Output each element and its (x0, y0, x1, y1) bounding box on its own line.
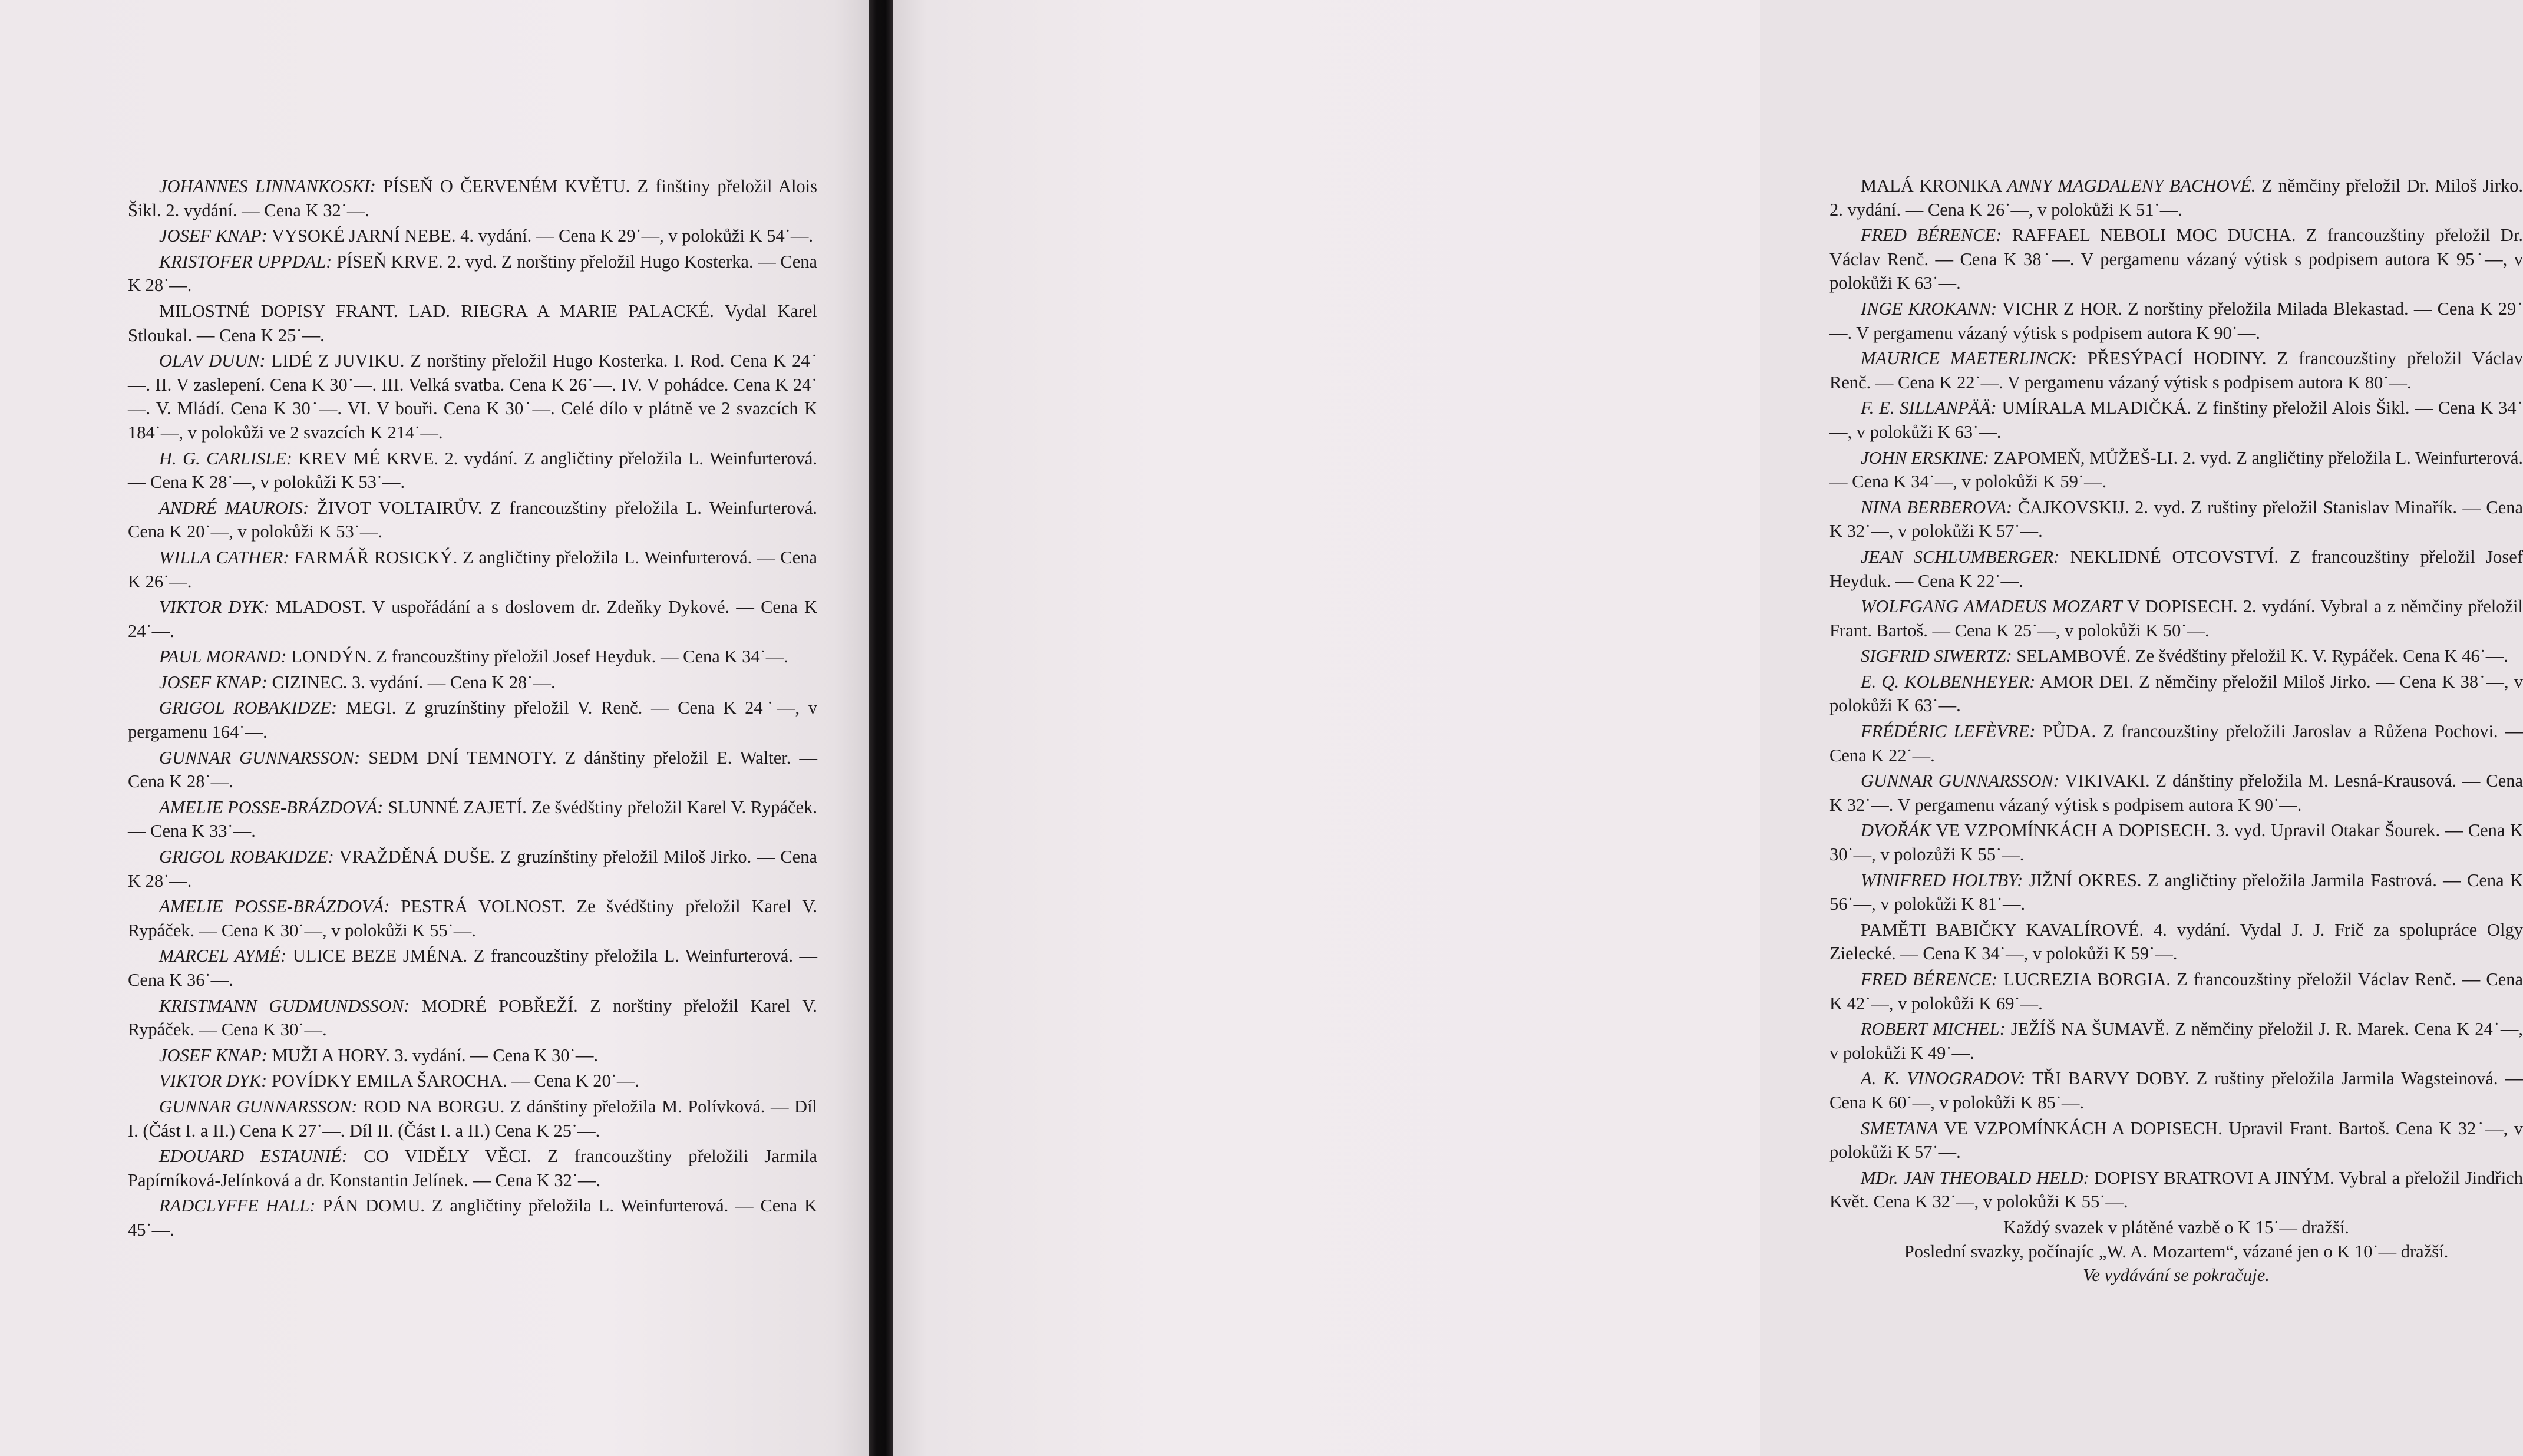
book-gutter (869, 0, 893, 1456)
catalog-entry (1829, 1117, 2523, 1164)
entry-text: MILOSTNÉ DOPISY FRANT. LAD. RIEGRA A MARIE PALACKÉ. Vydal Karel Stloukal. — Cena K 25˙—. (128, 301, 817, 345)
catalog-entry (128, 1194, 817, 1242)
entry-text: UMÍRALA MLADIČKÁ. Z finštiny přeložil Alois Šikl. — Cena K 34˙—, v polokůži K 63˙—. (1829, 398, 2523, 442)
catalog-entry (128, 496, 817, 544)
catalog-entry (1829, 869, 2523, 916)
catalog-entry (128, 546, 817, 593)
entry-author: JOHN ERSKINE: (1861, 447, 1989, 468)
entry-author: VIKTOR DYK: (159, 1071, 268, 1091)
catalog-entry (1829, 1166, 2523, 1214)
entry-text: LIDÉ Z JUVIKU. Z norštiny přeložil Hugo Kosterka. I. Rod. Cena K 24˙—. II. V zaslepení. Cena K 30˙—. III. Velká svatba. Cena K 26˙—. IV. V pohádce. Cena K 24˙—. V. Mládí. Cena K 30˙—. VI. V bouři. Cena K 30˙—. Celé dílo v plátně ve 2 svazcích K 184˙—, v polokůži ve 2 svazcích K 214˙—. (128, 351, 817, 443)
entry-text: POVÍDKY EMILA ŠAROCHA. — Cena K 20˙—. (271, 1071, 640, 1091)
footer-note-continued: Ve vydávání se pokračuje. (2083, 1265, 2270, 1286)
entry-text: MODRÉ POBŘEŽÍ. Z norštiny přeložil Karel V. Rypáček. — Cena K 30˙—. (128, 995, 817, 1040)
entry-author: E. Q. KOLBENHEYER: (1861, 671, 2036, 692)
entry-author: GRIGOL ROBAKIDZE: (159, 698, 338, 718)
entry-text: PÍSEŇ KRVE. 2. vyd. Z norštiny přeložil Hugo Kosterka. — Cena K 28˙—. (128, 251, 818, 296)
catalog-entry (1829, 595, 2523, 642)
entry-author: FRÉDÉRIC LEFÈVRE: (1861, 721, 2036, 742)
catalog-entry (128, 795, 817, 843)
catalog-entry (128, 1144, 817, 1192)
entry-author: KRISTMANN GUDMUNDSSON: (159, 995, 410, 1016)
entry-text: VIKIVAKI. Z dánštiny přeložila M. Lesná-Krausová. — Cena K 32˙—. V pergamenu vázaný výtisk s podpisem autora K 90˙—. (1829, 771, 2523, 815)
catalog-entry (1829, 1067, 2523, 1114)
catalog-entry (1829, 719, 2523, 767)
entry-author: SIGFRID SIWERTZ: (1861, 646, 2012, 666)
entry-text: VE VZPOMÍNKÁCH A DOPISECH. Upravil Frant. Bartoš. Cena K 32˙—, v polokůži K 57˙—. (1829, 1118, 2523, 1163)
catalog-entry (128, 696, 817, 744)
catalog-entry (1829, 396, 2523, 444)
catalog-entry (1829, 818, 2523, 866)
entry-text: CO VIDĚLY VĚCI. Z francouzštiny přeložili Jarmila Papírníková-Jelínková a dr. Konstantin Jelínek. — Cena K 32˙—. (128, 1146, 817, 1190)
left-page (0, 0, 869, 1456)
footer-note-recent: Poslední svazky, počínajíc „W. A. Mozartem“, vázané jen o K 10˙— dražší. (1904, 1241, 2449, 1262)
entry-text: CIZINEC. 3. vydání. — Cena K 28˙—. (272, 672, 556, 692)
entry-author: GUNNAR GUNNARSSON: (159, 1096, 358, 1117)
entry-text: MUŽI A HORY. 3. vydání. — Cena K 30˙—. (272, 1045, 598, 1065)
entry-author: JEAN SCHLUMBERGER: (1861, 546, 2060, 567)
catalog-entry (128, 671, 817, 695)
entry-author: AMELIE POSSE-BRÁZDOVÁ: (159, 797, 384, 817)
entry-text: AMOR DEI. Z němčiny přeložil Miloš Jirko. — Cena K 38˙—, v polokůži K 63˙—. (1829, 671, 2523, 716)
entry-text: SEDM DNÍ TEMNOTY. Z dánštiny přeložil E. Walter. — Cena K 28˙—. (128, 747, 817, 792)
entry-author: JOSEF KNAP: (159, 1045, 268, 1065)
entry-author: RADCLYFFE HALL: (159, 1196, 316, 1216)
entry-author: ANNY MAGDALENY BACHOVÉ. (2007, 176, 2256, 196)
entry-text: VE VZPOMÍNKÁCH A DOPISECH. 3. vyd. Upravil Otakar Šourek. — Cena K 30˙—, v polozůži K 55˙—. (1829, 820, 2523, 865)
entry-text: DOPISY BRATROVI A JINÝM. Vybral a přeložil Jindřich Květ. Cena K 32˙—, v polokůži K 55˙—. (1829, 1167, 2523, 1212)
entry-author: JOSEF KNAP: (159, 672, 268, 692)
catalog-entry (128, 1069, 817, 1093)
entry-author: DVOŘÁK (1861, 820, 1931, 841)
right-page (893, 0, 2523, 1456)
catalog-entry (128, 894, 817, 942)
catalog-entry (128, 299, 817, 347)
catalog-entry (128, 944, 817, 992)
entry-author: EDOUARD ESTAUNIÉ: (159, 1146, 348, 1167)
entry-author: WOLFGANG AMADEUS MOZART (1861, 596, 2122, 617)
entry-author: AMELIE POSSE-BRÁZDOVÁ: (159, 896, 390, 917)
entry-text: PŘESÝPACÍ HODINY. Z francouzštiny přeložil Václav Renč. — Cena K 22˙—. V pergamenu vázaný výtisk s podpisem autora K 80˙—. (1829, 348, 2523, 392)
entry-author: SMETANA (1861, 1118, 1939, 1138)
entry-author: GRIGOL ROBAKIDZE: (159, 847, 334, 867)
entry-text: VRAŽDĚNÁ DUŠE. Z gruzínštiny přeložil Miloš Jirko. — Cena K 28˙—. (128, 847, 817, 891)
right-catalog-column (1829, 174, 2523, 1287)
footer-note-binding: Každý svazek v plátěné vazbě o K 15˙— dražší. (2003, 1217, 2349, 1237)
entry-author: MDr. JAN THEOBALD HELD: (1861, 1167, 2089, 1188)
catalog-entry (1829, 446, 2523, 494)
entry-text: ŽIVOT VOLTAIRŮV. Z francouzštiny přeložila L. Weinfurterová. Cena K 20˙—, v polokůži K 53˙—. (128, 497, 818, 542)
catalog-entry (1829, 297, 2523, 345)
entry-author: MAURICE MAETERLINCK: (1861, 348, 2077, 369)
entry-author: GUNNAR GUNNARSSON: (1861, 771, 2059, 791)
catalog-entry (1829, 223, 2523, 295)
entry-text: SELAMBOVÉ. Ze švédštiny přeložil K. V. Rypáček. Cena K 46˙—. (2016, 646, 2508, 666)
entry-author: MARCEL AYMÉ: (159, 946, 287, 966)
entry-author: INGE KROKANN: (1861, 298, 1997, 319)
entry-author: OLAV DUUN: (159, 351, 266, 371)
catalog-entry (1829, 670, 2523, 718)
entry-author: ANDRÉ MAUROIS: (159, 497, 309, 518)
entry-text: LONDÝN. Z francouzštiny přeložil Josef Heyduk. — Cena K 34˙—. (291, 646, 788, 667)
catalog-entry (1829, 346, 2523, 394)
entry-text: NEKLIDNÉ OTCOVSTVÍ. Z francouzštiny přeložil Josef Heyduk. — Cena K 22˙—. (1829, 546, 2523, 591)
entry-text: JEŽÍŠ NA ŠUMAVĚ. Z němčiny přeložil J. R. Marek. Cena K 24˙—, v polokůži K 49˙—. (1829, 1019, 2523, 1063)
entry-text: SLUNNÉ ZAJETÍ. Ze švédštiny přeložil Karel V. Rypáček. — Cena K 33˙—. (128, 797, 817, 841)
entry-text: FARMÁŘ ROSICKÝ. Z angličtiny přeložila L. Weinfurterová. — Cena K 26˙—. (128, 547, 818, 592)
entry-author: GUNNAR GUNNARSSON: (159, 747, 361, 768)
catalog-entry (128, 746, 817, 794)
entry-author: ROBERT MICHEL: (1861, 1019, 2006, 1039)
entry-text: PÍSEŇ O ČERVENÉM KVĚTU. Z finštiny přeložil Alois Šikl. 2. vydání. — Cena K 32˙—. (128, 176, 818, 220)
catalog-entry (1829, 644, 2523, 668)
entry-author: F. E. SILLANPÄÄ: (1861, 398, 1997, 418)
entry-text: TŘI BARVY DOBY. Z ruštiny přeložila Jarmila Wagsteinová. — Cena K 60˙—, v polokůži K 85˙—. (1829, 1068, 2523, 1112)
catalog-entry (128, 845, 817, 893)
entry-author: WILLA CATHER: (159, 547, 289, 567)
entry-author: VIKTOR DYK: (159, 597, 269, 618)
entry-text: Z němčiny přeložil Dr. Miloš Jirko. 2. vydání. — Cena K 26˙—, v polokůži K 51˙—. (1829, 176, 2523, 220)
catalog-entry (128, 994, 817, 1042)
entry-text: PÁN DOMU. Z angličtiny přeložila L. Weinfurterová. — Cena K 45˙—. (128, 1196, 818, 1240)
catalog-entry (1829, 496, 2523, 543)
entry-text: JIŽNÍ OKRES. Z angličtiny přeložila Jarmila Fastrová. — Cena K 56˙—, v polokůži K 81˙—. (1829, 870, 2523, 914)
entry-author: H. G. CARLISLE: (159, 448, 293, 468)
entry-author: FRED BÉRENCE: (1861, 969, 1998, 989)
entry-text: RAFFAEL NEBOLI MOC DUCHA. Z francouzštiny přeložil Dr. Václav Renč. — Cena K 38˙—. V pergamenu vázaný výtisk s podpisem autora K 95˙—, v polokůži K 63˙—. (1829, 225, 2523, 293)
catalog-entry (128, 174, 817, 222)
entry-author: KRISTOFER UPPDAL: (159, 251, 332, 272)
catalog-entry (128, 1044, 817, 1068)
entry-author: FRED BÉRENCE: (1861, 225, 2002, 246)
entry-author: NINA BERBEROVA: (1861, 497, 2013, 517)
catalog-entry (128, 447, 817, 494)
entry-text: PAMĚTI BABIČKY KAVALÍROVÉ. 4. vydání. Vydal J. J. Frič za spolupráce Olgy Zielecké. — Cena K 34˙—, v polokůži K 59˙—. (1829, 919, 2523, 964)
entry-author: JOHANNES LINNANKOSKI: (159, 176, 376, 196)
catalog-entry (1829, 1017, 2523, 1065)
catalog-entry (1829, 968, 2523, 1015)
entry-author: PAUL MORAND: (159, 646, 287, 667)
catalog-entry (128, 250, 817, 298)
catalog-entry (128, 224, 817, 248)
catalog-entry (128, 645, 817, 669)
entry-text: MLADOST. V uspořádání a s doslovem dr. Zdeňky Dykové. — Cena K 24˙—. (128, 597, 817, 641)
entry-text: ČAJKOVSKIJ. 2. vyd. Z ruštiny přeložil Stanislav Minařík. — Cena K 32˙—, v polokůži K 57˙—. (1829, 497, 2523, 542)
catalog-entry (128, 595, 817, 643)
entry-text: KREV MÉ KRVE. 2. vydání. Z angličtiny přeložila L. Weinfurterová. — Cena K 28˙—, v polokůži K 53˙—. (128, 448, 817, 493)
entry-text: ROD NA BORGU. Z dánštiny přeložila M. Polívková. — Díl I. (Část I. a II.) Cena K 27˙—. Díl II. (Část I. a II.) Cena K 25˙—. (128, 1096, 818, 1141)
entry-author: WINIFRED HOLTBY: (1861, 870, 2023, 890)
entry-author: A. K. VINOGRADOV: (1861, 1068, 2026, 1089)
entry-text: ULICE BEZE JMÉNA. Z francouzštiny přeložila L. Weinfurterová. — Cena K 36˙—. (128, 946, 818, 990)
catalog-entry (128, 349, 817, 444)
left-catalog-column (128, 174, 817, 1244)
entry-prefix: MALÁ KRONIKA (1861, 176, 2007, 196)
entry-text: MEGI. Z gruzínštiny přeložil V. Renč. — Cena K 24˙—, v pergamenu 164˙—. (128, 698, 818, 742)
entry-text: PŮDA. Z francouzštiny přeložili Jaroslav a Růžena Pochovi. — Cena K 22˙—. (1829, 721, 2523, 765)
entry-text: VYSOKÉ JARNÍ NEBE. 4. vydání. — Cena K 29˙—, v polokůži K 54˙—. (271, 226, 814, 246)
entry-text: ZAPOMEŇ, MŮŽEŠ-LI. 2. vyd. Z angličtiny přeložila L. Weinfurterová. — Cena K 34˙—, v polokůži K 59˙—. (1829, 447, 2523, 492)
entry-author: JOSEF KNAP: (159, 226, 268, 246)
entry-text: LUCREZIA BORGIA. Z francouzštiny přeložil Václav Renč. — Cena K 42˙—, v polokůži K 69˙—. (1829, 969, 2523, 1013)
catalog-entry (1829, 174, 2523, 222)
entry-text: PESTRÁ VOLNOST. Ze švédštiny přeložil Karel V. Rypáček. — Cena K 30˙—, v polokůži K 55˙—. (128, 896, 818, 940)
catalog-entry (1829, 918, 2523, 966)
entry-text: V DOPISECH. 2. vydání. Vybral a z němčiny přeložil Frant. Bartoš. — Cena K 25˙—, v polokůži K 50˙—. (1829, 596, 2523, 640)
catalog-entry (128, 1095, 817, 1143)
catalog-entry (1829, 769, 2523, 817)
catalog-entry (1829, 545, 2523, 593)
entry-text: VICHR Z HOR. Z norštiny přeložila Milada Blekastad. — Cena K 29˙—. V pergamenu vázaný výtisk s podpisem autora K 90˙—. (1829, 298, 2523, 343)
